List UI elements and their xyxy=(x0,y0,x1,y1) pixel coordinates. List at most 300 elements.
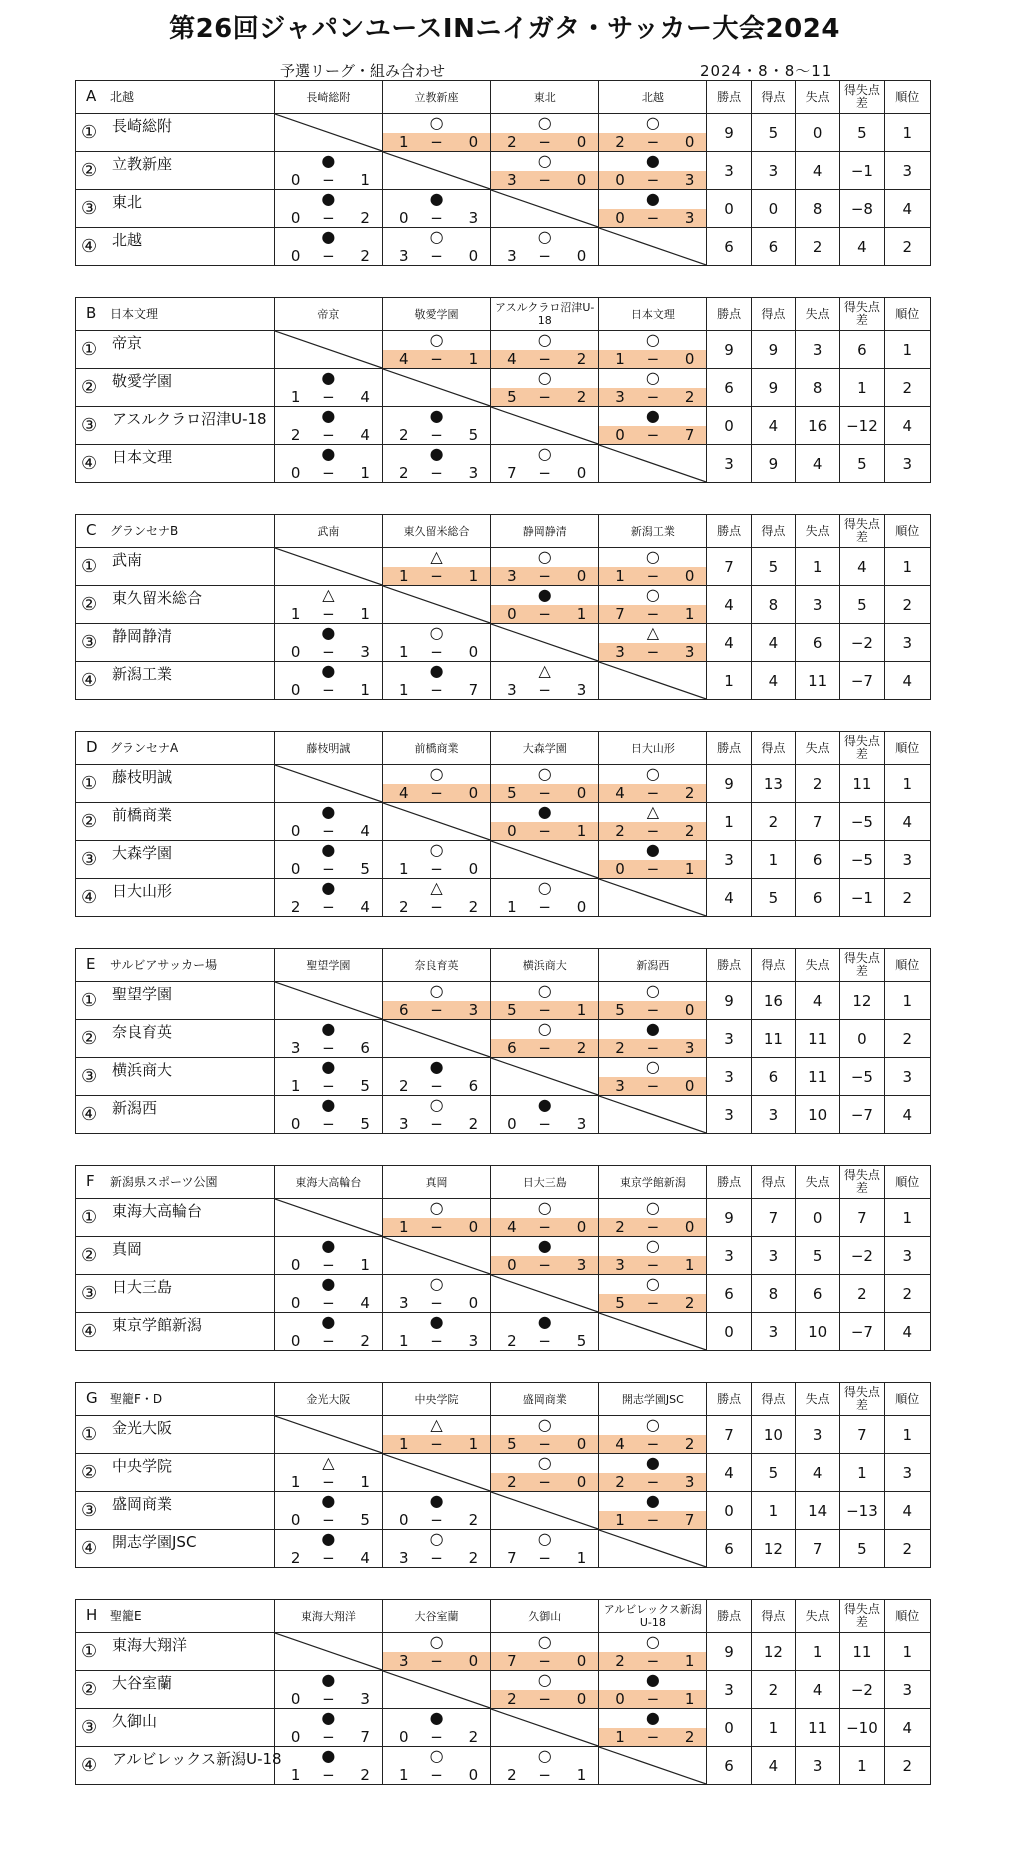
team-stat-cell: 7 xyxy=(751,1199,795,1237)
team-name: 盛岡商業 xyxy=(112,1495,173,1513)
goals-for: 2 xyxy=(615,1473,625,1491)
diagonal-line xyxy=(383,1020,490,1057)
result-symbol: ● xyxy=(537,802,552,821)
score-separator: − xyxy=(322,1115,335,1133)
match-score xyxy=(491,1039,598,1057)
team-stat-cell: 2 xyxy=(884,369,930,407)
goals-for: 2 xyxy=(290,898,301,916)
stat-column-header: 勝点 xyxy=(707,515,751,548)
stat-column-header: 失点 xyxy=(796,1600,840,1633)
team-name-cell xyxy=(76,445,275,483)
match-score xyxy=(599,171,706,189)
team-row xyxy=(76,190,931,228)
team-stat-cell: 0 xyxy=(751,190,795,228)
self-match-cell xyxy=(491,1709,599,1747)
result-symbol: ● xyxy=(321,1746,336,1765)
match-score xyxy=(275,1039,382,1057)
goals-for: 0 xyxy=(507,822,517,840)
team-stat-cell: 4 xyxy=(796,982,840,1020)
goals-for: 1 xyxy=(615,350,625,368)
team-stat-cell: −2 xyxy=(840,1237,884,1275)
goals-against: 0 xyxy=(468,133,479,151)
match-score xyxy=(491,388,598,406)
team-stat-cell: 0 xyxy=(707,1313,751,1351)
score-separator: − xyxy=(646,605,660,623)
team-stat-cell: 3 xyxy=(707,1237,751,1275)
goals-against: 0 xyxy=(576,1652,587,1670)
result-symbol: ● xyxy=(645,1453,660,1472)
score-separator: − xyxy=(322,1766,335,1784)
group-header-row xyxy=(76,81,931,114)
team-stat-cell: 5 xyxy=(751,879,795,917)
result-symbol: ● xyxy=(429,189,444,208)
team-name: 東久留米総合 xyxy=(112,589,203,607)
goals-against: 1 xyxy=(468,1435,479,1453)
match-score xyxy=(383,681,490,699)
team-stat-cell: 6 xyxy=(707,1747,751,1785)
match-result-cell xyxy=(599,369,707,407)
score-separator: − xyxy=(322,1332,335,1350)
match-result-cell xyxy=(382,1313,490,1351)
score-separator: − xyxy=(430,784,443,802)
opponent-column-header: 大谷室蘭 xyxy=(382,1600,490,1633)
team-stat-cell: 3 xyxy=(884,841,930,879)
goals-against: 3 xyxy=(360,643,370,661)
team-stat-cell: 4 xyxy=(751,624,795,662)
team-stat-cell: 3 xyxy=(707,1671,751,1709)
team-number: ① xyxy=(81,1207,98,1228)
team-stat-cell: 1 xyxy=(884,548,930,586)
goals-against: 0 xyxy=(468,1652,479,1670)
score-separator: − xyxy=(538,898,551,916)
goals-against: 0 xyxy=(576,171,587,189)
result-symbol: ● xyxy=(645,840,660,859)
goals-for: 4 xyxy=(507,1218,517,1236)
group-venue: 北越 xyxy=(110,90,135,104)
score-separator: − xyxy=(430,1115,443,1133)
goals-for: 4 xyxy=(615,1435,625,1453)
score-separator: − xyxy=(646,822,660,840)
team-name-cell xyxy=(76,1020,275,1058)
match-score xyxy=(383,1766,490,1784)
score-separator: − xyxy=(430,426,443,444)
group-venue-header xyxy=(76,1383,275,1416)
team-row xyxy=(76,1058,931,1096)
score-separator: − xyxy=(430,1652,443,1670)
team-stat-cell: 6 xyxy=(707,228,751,266)
group-venue-header xyxy=(76,949,275,982)
goals-for: 1 xyxy=(507,898,517,916)
score-separator: − xyxy=(322,860,335,878)
team-stat-cell: 4 xyxy=(796,1454,840,1492)
goals-against: 2 xyxy=(684,822,695,840)
match-result-cell xyxy=(274,662,382,700)
team-number: ② xyxy=(81,1245,98,1266)
goals-for: 3 xyxy=(398,1115,409,1133)
match-score xyxy=(275,1256,382,1274)
goals-against: 1 xyxy=(576,605,587,623)
match-result-cell xyxy=(274,228,382,266)
match-score xyxy=(383,1435,490,1453)
goals-for: 0 xyxy=(290,1256,301,1274)
team-stat-cell: 16 xyxy=(796,407,840,445)
match-result-cell xyxy=(491,1199,599,1237)
goals-against: 5 xyxy=(360,1511,370,1529)
stat-column-header: 失点 xyxy=(796,732,840,765)
group-letter: E xyxy=(86,955,96,973)
match-result-cell xyxy=(599,1492,707,1530)
group-venue: グランセナB xyxy=(110,524,179,538)
team-stat-cell: 3 xyxy=(884,445,930,483)
diagonal-line xyxy=(383,152,490,189)
stat-column-header: 得失点差 xyxy=(840,1166,884,1199)
diagonal-line xyxy=(383,803,490,840)
result-symbol: ○ xyxy=(537,1019,552,1038)
stat-column-header: 順位 xyxy=(884,298,930,331)
diagonal-line xyxy=(275,114,382,151)
result-symbol: △ xyxy=(430,1415,443,1434)
score-separator: − xyxy=(322,605,335,623)
goals-for: 3 xyxy=(615,388,625,406)
stat-column-header: 得失点差 xyxy=(840,732,884,765)
team-row xyxy=(76,982,931,1020)
team-row xyxy=(76,445,931,483)
team-row xyxy=(76,586,931,624)
match-result-cell xyxy=(382,228,490,266)
goals-for: 2 xyxy=(507,1473,517,1491)
result-symbol: ● xyxy=(645,1670,660,1689)
team-stat-cell: 5 xyxy=(751,548,795,586)
team-name-cell xyxy=(76,1313,275,1351)
result-symbol: ● xyxy=(321,1095,336,1114)
goals-against: 7 xyxy=(360,1728,370,1746)
goals-for: 0 xyxy=(615,171,625,189)
team-number: ④ xyxy=(81,1538,98,1559)
score-separator: − xyxy=(646,209,660,227)
group-venue-header xyxy=(76,515,275,548)
match-score xyxy=(275,1690,382,1708)
team-stat-cell: 0 xyxy=(707,190,751,228)
result-symbol: ● xyxy=(537,585,552,604)
match-result-cell xyxy=(382,548,490,586)
goals-for: 4 xyxy=(507,350,517,368)
team-stat-cell: 2 xyxy=(884,1530,930,1568)
goals-for: 4 xyxy=(615,784,625,802)
goals-against: 1 xyxy=(684,860,695,878)
match-result-cell xyxy=(274,369,382,407)
self-match-cell xyxy=(599,1530,707,1568)
opponent-column-header: 盛岡商業 xyxy=(491,1383,599,1416)
team-name: 立教新座 xyxy=(112,155,173,173)
team-row xyxy=(76,879,931,917)
goals-against: 3 xyxy=(684,171,695,189)
goals-against: 1 xyxy=(684,1256,695,1274)
team-stat-cell: 6 xyxy=(840,331,884,369)
goals-for: 1 xyxy=(290,388,301,406)
stat-column-header: 得失点差 xyxy=(840,298,884,331)
score-separator: − xyxy=(646,784,660,802)
goals-against: 3 xyxy=(468,209,479,227)
team-stat-cell: 7 xyxy=(840,1416,884,1454)
team-number: ④ xyxy=(81,1104,98,1125)
match-result-cell xyxy=(382,1492,490,1530)
score-separator: − xyxy=(538,1256,551,1274)
match-result-cell xyxy=(491,445,599,483)
opponent-column-header: 日大三島 xyxy=(491,1166,599,1199)
team-stat-cell: 6 xyxy=(796,1275,840,1313)
goals-against: 3 xyxy=(684,209,695,227)
group-letter: G xyxy=(86,1389,98,1407)
team-stat-cell: 3 xyxy=(751,152,795,190)
opponent-column-header: 日本文理 xyxy=(599,298,707,331)
diagonal-line xyxy=(599,1530,706,1567)
stat-column-header: 得失点差 xyxy=(840,1600,884,1633)
match-result-cell xyxy=(382,765,490,803)
match-score xyxy=(275,1115,382,1133)
goals-against: 0 xyxy=(468,784,479,802)
stat-column-header: 勝点 xyxy=(707,1166,751,1199)
match-result-cell xyxy=(491,1633,599,1671)
match-result-cell xyxy=(491,1237,599,1275)
match-result-cell xyxy=(599,982,707,1020)
result-symbol: ○ xyxy=(429,764,444,783)
team-row xyxy=(76,1096,931,1134)
team-stat-cell: 11 xyxy=(796,662,840,700)
team-number: ③ xyxy=(81,849,98,870)
match-result-cell xyxy=(599,1020,707,1058)
self-match-cell xyxy=(599,1313,707,1351)
match-score xyxy=(383,1652,490,1670)
goals-for: 5 xyxy=(615,1294,625,1312)
team-stat-cell: 3 xyxy=(751,1237,795,1275)
result-symbol: ● xyxy=(537,1095,552,1114)
match-score xyxy=(275,1728,382,1746)
result-symbol: ○ xyxy=(429,623,444,642)
match-result-cell xyxy=(382,1275,490,1313)
team-stat-cell: 1 xyxy=(707,662,751,700)
result-symbol: ● xyxy=(321,1236,336,1255)
team-row xyxy=(76,114,931,152)
score-separator: − xyxy=(430,898,443,916)
score-separator: − xyxy=(538,133,551,151)
match-score xyxy=(599,822,706,840)
self-match-cell xyxy=(382,586,490,624)
team-number: ③ xyxy=(81,198,98,219)
goals-for: 1 xyxy=(398,1766,409,1784)
diagonal-line xyxy=(275,982,382,1019)
goals-against: 4 xyxy=(360,426,370,444)
team-stat-cell: 11 xyxy=(796,1020,840,1058)
goals-for: 2 xyxy=(615,1652,625,1670)
team-name-cell xyxy=(76,407,275,445)
opponent-column-header: 立教新座 xyxy=(382,81,490,114)
match-result-cell xyxy=(274,445,382,483)
self-match-cell xyxy=(599,228,707,266)
team-number: ③ xyxy=(81,415,98,436)
goals-against: 0 xyxy=(576,133,587,151)
match-score xyxy=(491,133,598,151)
team-name: 長崎総附 xyxy=(112,117,173,135)
goals-for: 1 xyxy=(398,567,409,585)
group-table-a xyxy=(75,80,931,266)
team-number: ④ xyxy=(81,1321,98,1342)
group-venue-header xyxy=(76,81,275,114)
team-stat-cell: 10 xyxy=(796,1313,840,1351)
score-separator: − xyxy=(430,1332,443,1350)
goals-against: 2 xyxy=(360,209,370,227)
match-score xyxy=(599,605,706,623)
match-score xyxy=(383,1001,490,1019)
goals-for: 6 xyxy=(507,1039,517,1057)
diagonal-line xyxy=(275,1416,382,1453)
match-result-cell xyxy=(382,1416,490,1454)
goals-for: 0 xyxy=(615,426,625,444)
team-stat-cell: 6 xyxy=(751,228,795,266)
goals-against: 3 xyxy=(684,1473,695,1491)
goals-for: 6 xyxy=(398,1001,409,1019)
match-result-cell xyxy=(491,369,599,407)
team-stat-cell: 0 xyxy=(707,1492,751,1530)
match-result-cell xyxy=(382,982,490,1020)
team-stat-cell: 9 xyxy=(707,331,751,369)
match-result-cell xyxy=(491,982,599,1020)
group-header-row xyxy=(76,1166,931,1199)
goals-for: 0 xyxy=(290,1690,301,1708)
match-result-cell xyxy=(274,879,382,917)
team-stat-cell: 1 xyxy=(707,803,751,841)
goals-against: 1 xyxy=(468,567,479,585)
goals-against: 4 xyxy=(360,898,370,916)
goals-against: 1 xyxy=(684,605,695,623)
result-symbol: ● xyxy=(645,1019,660,1038)
team-stat-cell: 2 xyxy=(884,1020,930,1058)
stat-column-header: 失点 xyxy=(796,949,840,982)
goals-against: 3 xyxy=(360,1690,370,1708)
self-match-cell xyxy=(382,1237,490,1275)
stat-column-header: 順位 xyxy=(884,1166,930,1199)
team-name: 聖望学園 xyxy=(112,985,173,1003)
goals-against: 3 xyxy=(468,1001,479,1019)
match-result-cell xyxy=(599,331,707,369)
team-name: 帝京 xyxy=(112,334,143,352)
score-separator: − xyxy=(646,388,660,406)
team-stat-cell: 2 xyxy=(884,879,930,917)
goals-against: 5 xyxy=(360,1077,370,1095)
team-name-cell xyxy=(76,1199,275,1237)
team-number: ④ xyxy=(81,1755,98,1776)
group-table-b xyxy=(75,297,931,483)
result-symbol: ● xyxy=(321,189,336,208)
stat-column-header: 勝点 xyxy=(707,732,751,765)
goals-against: 2 xyxy=(684,1728,695,1746)
opponent-column-header: 東久留米総合 xyxy=(382,515,490,548)
match-result-cell xyxy=(382,1633,490,1671)
stat-column-header: 得点 xyxy=(751,298,795,331)
score-separator: − xyxy=(430,350,443,368)
result-symbol: ○ xyxy=(645,981,660,1000)
diagonal-line xyxy=(599,662,706,699)
score-separator: − xyxy=(538,567,551,585)
team-name: 前橋商業 xyxy=(112,806,173,824)
match-result-cell xyxy=(599,1454,707,1492)
team-name-cell xyxy=(76,1096,275,1134)
goals-for: 1 xyxy=(398,1218,409,1236)
score-separator: − xyxy=(538,1652,551,1670)
score-separator: − xyxy=(646,1728,660,1746)
score-separator: − xyxy=(430,133,443,151)
team-stat-cell: 3 xyxy=(796,1747,840,1785)
team-stat-cell: 14 xyxy=(796,1492,840,1530)
team-number: ④ xyxy=(81,453,98,474)
match-score xyxy=(491,898,598,916)
team-name-cell xyxy=(76,114,275,152)
team-row xyxy=(76,1199,931,1237)
result-symbol: ○ xyxy=(429,113,444,132)
team-row xyxy=(76,369,931,407)
result-symbol: ● xyxy=(645,406,660,425)
team-stat-cell: 1 xyxy=(884,1633,930,1671)
stat-column-header: 順位 xyxy=(884,1600,930,1633)
group-header-row xyxy=(76,732,931,765)
team-stat-cell: 4 xyxy=(884,407,930,445)
score-separator: − xyxy=(646,171,660,189)
result-symbol: ○ xyxy=(537,1453,552,1472)
score-separator: − xyxy=(646,1294,660,1312)
team-name: 新潟西 xyxy=(112,1099,158,1117)
team-row xyxy=(76,1416,931,1454)
team-row xyxy=(76,1633,931,1671)
self-match-cell xyxy=(599,1096,707,1134)
goals-against: 1 xyxy=(576,1001,587,1019)
score-separator: − xyxy=(646,567,660,585)
team-number: ① xyxy=(81,1424,98,1445)
score-separator: − xyxy=(538,388,551,406)
team-name-cell xyxy=(76,548,275,586)
team-stat-cell: 4 xyxy=(884,803,930,841)
match-score xyxy=(275,1511,382,1529)
match-score xyxy=(383,209,490,227)
result-symbol: ● xyxy=(321,406,336,425)
goals-for: 0 xyxy=(290,860,301,878)
goals-against: 4 xyxy=(360,822,370,840)
match-result-cell xyxy=(274,1058,382,1096)
goals-against: 3 xyxy=(576,1115,587,1133)
team-stat-cell: 9 xyxy=(707,114,751,152)
goals-against: 0 xyxy=(576,464,587,482)
goals-for: 0 xyxy=(615,209,625,227)
goals-against: 5 xyxy=(468,426,479,444)
result-symbol: ● xyxy=(537,1236,552,1255)
goals-for: 1 xyxy=(615,1511,625,1529)
goals-against: 3 xyxy=(468,464,479,482)
score-separator: − xyxy=(646,1077,660,1095)
stat-column-header: 順位 xyxy=(884,732,930,765)
goals-against: 0 xyxy=(684,133,695,151)
group-letter: A xyxy=(86,87,97,105)
result-symbol: ● xyxy=(321,227,336,246)
goals-for: 1 xyxy=(398,1332,409,1350)
opponent-column-header: 久御山 xyxy=(491,1600,599,1633)
team-stat-cell: 11 xyxy=(840,1633,884,1671)
result-symbol: ● xyxy=(321,1708,336,1727)
team-stat-cell: 2 xyxy=(884,1275,930,1313)
group-venue-header xyxy=(76,1600,275,1633)
goals-for: 3 xyxy=(507,567,517,585)
group-header-row xyxy=(76,949,931,982)
diagonal-line xyxy=(275,1199,382,1236)
group-table-g xyxy=(75,1382,931,1568)
match-result-cell xyxy=(382,841,490,879)
